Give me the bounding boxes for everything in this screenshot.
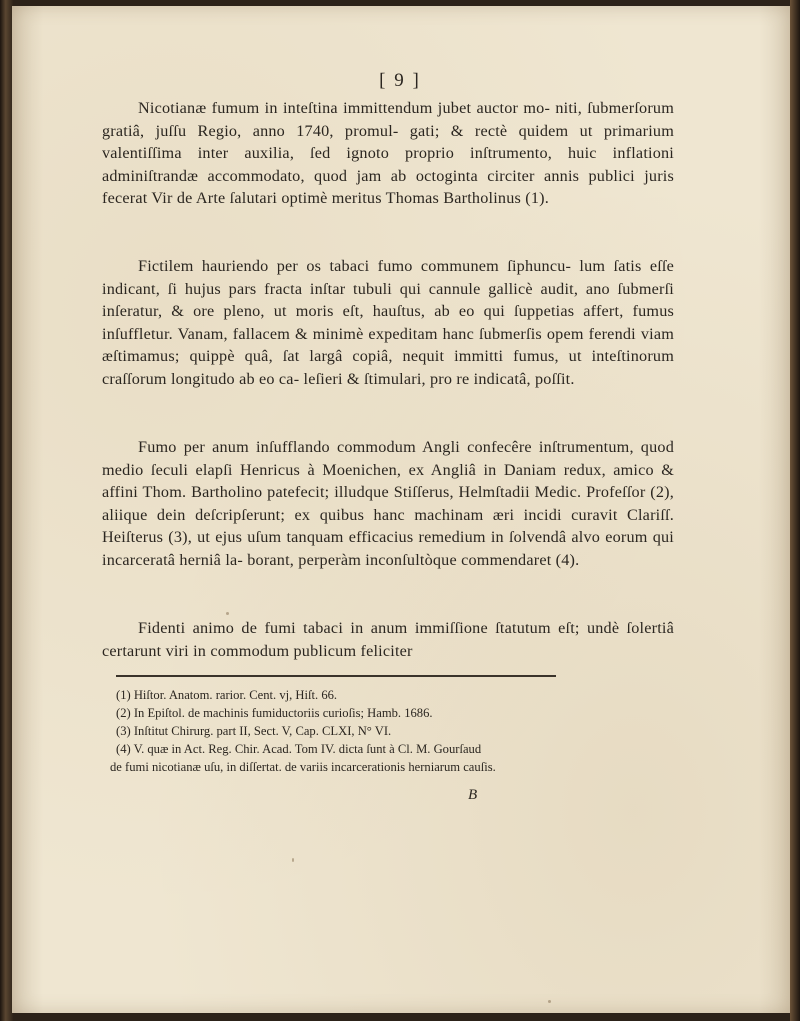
- paragraph-1: Nicotianæ fumum in inteſtina immittendum jubet auctor mo- niti, ſubmerſorum gratiâ, juſſu Regio, anno 1740, promul- gati; & rectè quidem ut primarium valentiſſima inter auxilia, ſed ignoto proprio inſtrumento, huic inflationi adminiſtrandæ accommodato, quod jam ab octoginta circiter annis publici juris fecerat Vir de Arte ſalutari optimè meritus Thomas Bartholinus (1).: [102, 99, 674, 208]
- paragraph-3: Fumo per anum inſufflando commodum Angli confecêre inſtrumentum, quod medio ſeculi elapſi Henricus à Moenichen, ex Angliâ in Daniam redux, amico & affini Thom. Bartholino patefecit; illudque Stiſſerus, Helmſtadii Medic. Profeſſor (2), aliique dein deſcripſerunt; ex quibus hanc machinam æri incidi curavit Clariſſ. Heiſterus (3), ut ejus uſum tanquam efficacius remedium in ſolvendâ alvo eorum qui incarceratâ herniâ la- borant, perperàm inconſultòque commendaret (4).: [102, 438, 674, 569]
- paper-speck: [292, 858, 294, 862]
- footnote-separator: [116, 675, 556, 677]
- paragraph-2: Fictilem hauriendo per os tabaci fumo communem ſiphuncu- lum ſatis eſſe indicant, ſi hujus pars fracta inſtar tubuli qui cannule gallicè audit, ano ſubmerſi inſeratur, & ore pleno, ut moris eſt, hauſtus, ab eo qui ſuppetias affert, fumus inſuffletur. Vanam, fallacem & minimè expeditam hanc ſubmerſis opem ferendi viam æſtimamus; quippè quâ, ſat largâ copiâ, nequit immitti fumus, ut inteſtinorum craſſorum longitudo ab eo ca- leſieri & ſtimulari, pro re indicatâ, poſſit.: [102, 257, 674, 388]
- footnote-2: (2) In Epiſtol. de machinis fumiductoriis curioſis; Hamb. 1686.: [116, 706, 433, 720]
- footnotes: [110, 686, 566, 776]
- page-edge-shadow: [790, 0, 800, 1021]
- paragraph-4: Fidenti animo de fumi tabaci in anum immiſſione ſtatutum eſt; undè ſolertiâ certarunt viri in commodum publicum feliciter: [102, 619, 674, 660]
- footnote-4-continued: de fumi nicotianæ uſu, in diſſertat. de variis incarcerationis herniarum cauſis.: [110, 760, 496, 774]
- footnote-1: (1) Hiſtor. Anatom. rarior. Cent. vj, Hiſt. 66.: [116, 688, 338, 702]
- page-number: [ 9 ]: [379, 70, 421, 91]
- paper-speck: [226, 612, 229, 615]
- paper-speck: [548, 1000, 551, 1003]
- footnote-4: (4) V. quæ in Act. Reg. Chir. Acad. Tom IV. dicta ſunt à Cl. M. Gourſaud: [116, 742, 482, 756]
- signature-mark: B: [468, 787, 478, 803]
- footnote-3: (3) Inſtitut Chirurg. part II, Sect. V, Cap. CLXI, N° VI.: [116, 724, 392, 738]
